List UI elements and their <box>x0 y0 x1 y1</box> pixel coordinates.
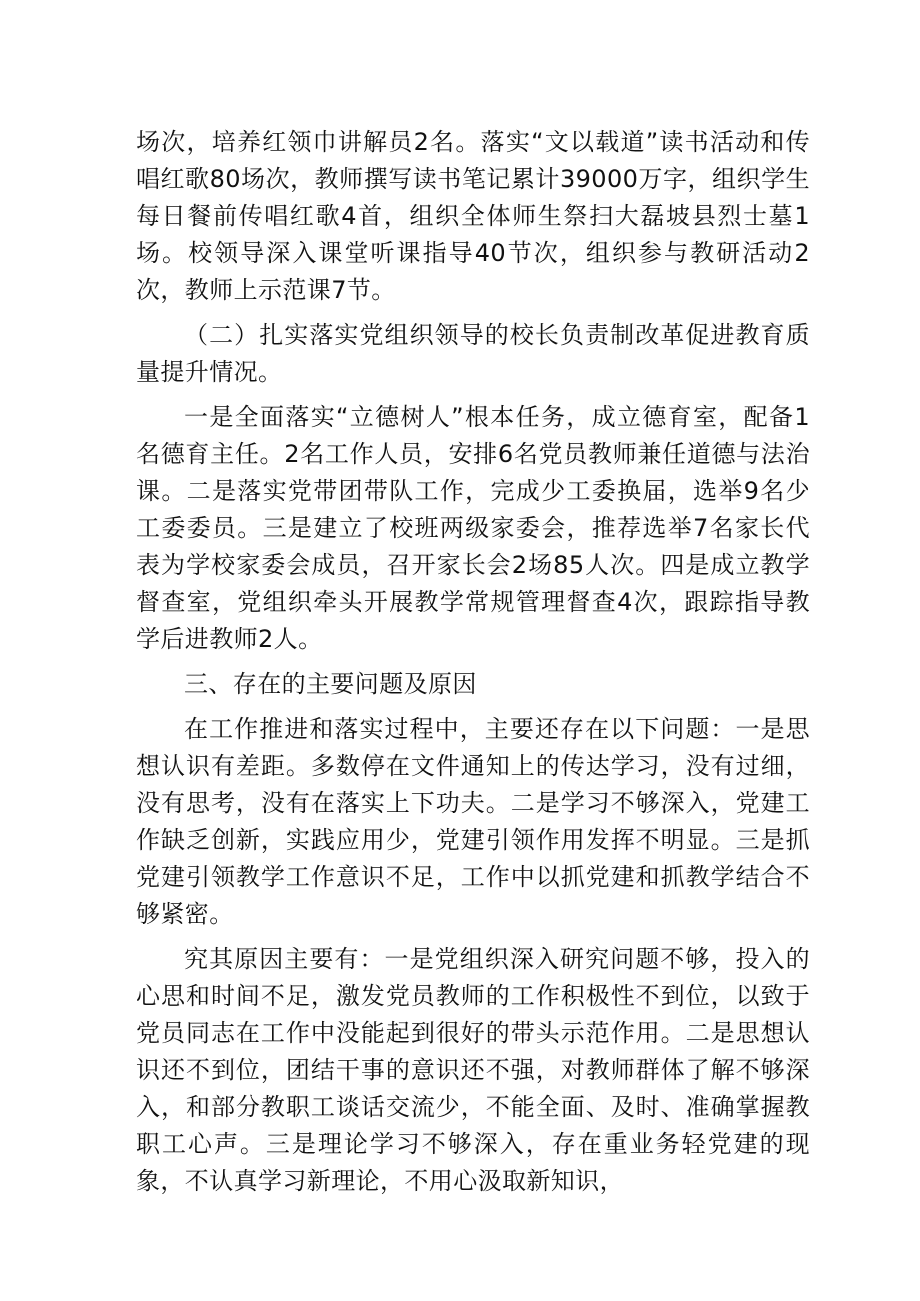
paragraph-continuation: 场次，培养红领巾讲解员2名。落实“文以载道”读书活动和传唱红歌80场次，教师撰写读书笔记累计39000万字，组织学生每日餐前传唱红歌4首，组织全体师生祭扫大磊坡县烈士墓1场。校领导深入课堂听课指导40节次，组织参与教研活动2次，教师上示范课7节。 <box>136 128 810 304</box>
section-heading-3: 三、存在的主要问题及原因 <box>184 670 477 698</box>
paragraph-causes: 究其原因主要有：一是党组织深入研究问题不够，投入的心思和时间不足，激发党员教师的工作积极性不到位，以致于党员同志在工作中没能起到很好的带头示范作用。二是思想认识还不到位，团结干事的意识还不强，对教师群体了解不够深入，和部分教职工谈话交流少，不能全面、及时、准确掌握教职工心声。三是理论学习不够深入，存在重业务轻党建的现象，不认真学习新理论，不用心汲取新知识， <box>136 945 810 1195</box>
paragraph-problems: 在工作推进和落实过程中，主要还存在以下问题：一是思想认识有差距。多数停在文件通知上的传达学习，没有过细，没有思考，没有在落实上下功夫。二是学习不够深入，党建工作缺乏创新，实践应用少，党建引领作用发挥不明显。三是抓党建引领教学工作意识不足，工作中以抓党建和抓教学结合不够紧密。 <box>136 715 810 928</box>
section-heading-2: （二）扎实落实党组织领导的校长负责制改革促进教育质量提升情况。 <box>136 321 810 386</box>
paragraph-moral-education: 一是全面落实“立德树人”根本任务，成立德育室，配备1名德育主任。2名工作人员，安排6名党员教师兼任道德与法治课。二是落实党带团带队工作，完成少工委换届，选举9名少工委委员。三是建立了校班两级家委会，推荐选举7名家长代表为学校家委会成员，召开家长会2场85人次。四是成立教学督查室，党组织牵头开展教学常规管理督查4次，跟踪指导教学后进教师2人。 <box>136 403 810 653</box>
document-body <box>136 124 810 1208</box>
